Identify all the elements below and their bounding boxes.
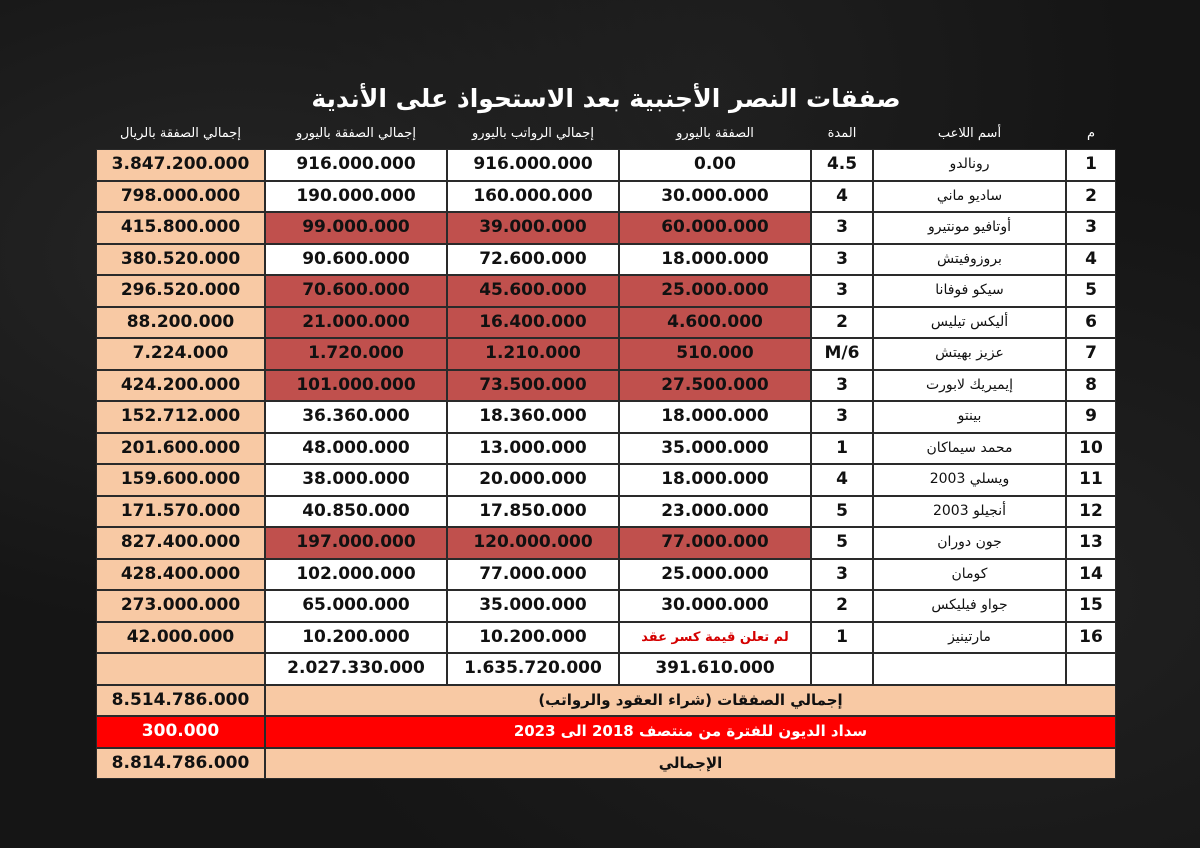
contract-duration: 4 [811, 181, 873, 213]
player-name: عزيز بهيتش [873, 338, 1066, 370]
contract-duration: 2 [811, 590, 873, 622]
player-name: جون دوران [873, 527, 1066, 559]
row-index: 15 [1066, 590, 1116, 622]
total-eur: 916.000.000 [265, 149, 447, 181]
salaries-eur: 39.000.000 [447, 212, 619, 244]
summary-row [96, 748, 1116, 780]
salaries-eur: 916.000.000 [447, 149, 619, 181]
total-sar: 201.600.000 [96, 433, 265, 465]
deal-eur: 60.000.000 [619, 212, 811, 244]
player-name: جواو فيليكس [873, 590, 1066, 622]
table-row [96, 338, 1116, 370]
total-eur: 21.000.000 [265, 307, 447, 339]
salaries-eur: 18.360.000 [447, 401, 619, 433]
header-total-eur: إجمالي الصفقة باليورو [296, 126, 416, 141]
total-eur: 36.360.000 [265, 401, 447, 433]
totals-duration-empty [811, 653, 873, 685]
total-sar: 3.847.200.000 [96, 149, 265, 181]
row-index: 5 [1066, 275, 1116, 307]
table-row [96, 212, 1116, 244]
salaries-eur: 72.600.000 [447, 244, 619, 276]
deal-eur: 25.000.000 [619, 275, 811, 307]
sum-deal-eur: 391.610.000 [619, 653, 811, 685]
sum-salaries-eur: 1.635.720.000 [447, 653, 619, 685]
summary-label: الإجمالي [265, 748, 1116, 780]
table-row [96, 590, 1116, 622]
deal-eur: 23.000.000 [619, 496, 811, 528]
deal-eur: 18.000.000 [619, 464, 811, 496]
player-name: أوتافيو مونتيرو [873, 212, 1066, 244]
totals-row [96, 653, 1116, 685]
row-index: 9 [1066, 401, 1116, 433]
table-row [96, 370, 1116, 402]
table-header [96, 121, 1116, 147]
total-eur: 1.720.000 [265, 338, 447, 370]
contract-duration: 2 [811, 307, 873, 339]
header-total-sar: إجمالي الصفقة بالريال [120, 126, 241, 141]
header-salaries-eur: إجمالي الرواتب باليورو [472, 126, 594, 141]
total-eur: 70.600.000 [265, 275, 447, 307]
table-row [96, 496, 1116, 528]
total-sar: 798.000.000 [96, 181, 265, 213]
total-sar: 88.200.000 [96, 307, 265, 339]
salaries-eur: 73.500.000 [447, 370, 619, 402]
contract-duration: 3 [811, 244, 873, 276]
table-row [96, 527, 1116, 559]
deal-eur: 0.00 [619, 149, 811, 181]
contract-duration: 5 [811, 496, 873, 528]
table-row [96, 181, 1116, 213]
summary-label: إجمالي الصفقات (شراء العقود والرواتب) [265, 685, 1116, 717]
total-eur: 90.600.000 [265, 244, 447, 276]
salaries-eur: 17.850.000 [447, 496, 619, 528]
total-sar: 380.520.000 [96, 244, 265, 276]
page-title: صفقات النصر الأجنبية بعد الاستحواذ على الأندية [311, 84, 901, 113]
salaries-eur: 77.000.000 [447, 559, 619, 591]
salaries-eur: 45.600.000 [447, 275, 619, 307]
header-deal-eur: الصفقة باليورو [676, 126, 754, 141]
sum-sar-empty [96, 653, 265, 685]
header-name: أسم اللاعب [937, 126, 1002, 141]
player-name: أليكس تيليس [873, 307, 1066, 339]
row-index: 7 [1066, 338, 1116, 370]
total-sar: 273.000.000 [96, 590, 265, 622]
summary-row [96, 716, 1116, 748]
total-eur: 38.000.000 [265, 464, 447, 496]
contract-duration: M/6 [811, 338, 873, 370]
total-sar: 428.400.000 [96, 559, 265, 591]
total-sar: 7.224.000 [96, 338, 265, 370]
summary-row [96, 685, 1116, 717]
salaries-eur: 35.000.000 [447, 590, 619, 622]
player-name: بينتو [873, 401, 1066, 433]
player-name: محمد سيماكان [873, 433, 1066, 465]
player-name: رونالدو [873, 149, 1066, 181]
deal-eur: 4.600.000 [619, 307, 811, 339]
player-name: كومان [873, 559, 1066, 591]
deal-eur: 77.000.000 [619, 527, 811, 559]
row-index: 16 [1066, 622, 1116, 654]
deal-eur: 30.000.000 [619, 590, 811, 622]
salaries-eur: 160.000.000 [447, 181, 619, 213]
contract-duration: 1 [811, 622, 873, 654]
totals-idx-empty [1066, 653, 1116, 685]
salaries-eur: 1.210.000 [447, 338, 619, 370]
table-row [96, 244, 1116, 276]
table-row [96, 433, 1116, 465]
row-index: 12 [1066, 496, 1116, 528]
row-index: 4 [1066, 244, 1116, 276]
contract-duration: 3 [811, 559, 873, 591]
contract-duration: 3 [811, 275, 873, 307]
table-row [96, 149, 1116, 181]
total-sar: 42.000.000 [96, 622, 265, 654]
deal-eur: 18.000.000 [619, 244, 811, 276]
summary-label: سداد الديون للفترة من منتصف 2018 الى 2023 [265, 716, 1116, 748]
salaries-eur: 13.000.000 [447, 433, 619, 465]
total-sar: 827.400.000 [96, 527, 265, 559]
row-index: 14 [1066, 559, 1116, 591]
totals-name-empty [873, 653, 1066, 685]
deal-eur: 35.000.000 [619, 433, 811, 465]
contract-duration: 3 [811, 370, 873, 402]
deal-eur: 25.000.000 [619, 559, 811, 591]
player-name: بروزوفيتش [873, 244, 1066, 276]
deal-eur: 27.500.000 [619, 370, 811, 402]
total-eur: 40.850.000 [265, 496, 447, 528]
player-name: ساديو ماني [873, 181, 1066, 213]
contract-duration: 5 [811, 527, 873, 559]
row-index: 8 [1066, 370, 1116, 402]
total-sar: 171.570.000 [96, 496, 265, 528]
contract-duration: 3 [811, 212, 873, 244]
total-eur: 99.000.000 [265, 212, 447, 244]
row-index: 2 [1066, 181, 1116, 213]
header-duration: المدة [827, 126, 857, 141]
row-index: 6 [1066, 307, 1116, 339]
salaries-eur: 120.000.000 [447, 527, 619, 559]
player-name: مارتينيز [873, 622, 1066, 654]
summary-value: 8.514.786.000 [96, 685, 265, 717]
salaries-eur: 16.400.000 [447, 307, 619, 339]
row-index: 3 [1066, 212, 1116, 244]
header-idx: م [1086, 126, 1096, 141]
sum-total-eur: 2.027.330.000 [265, 653, 447, 685]
deal-eur: لم تعلن قيمة كسر عقد [619, 622, 811, 654]
contract-duration: 4.5 [811, 149, 873, 181]
contract-duration: 3 [811, 401, 873, 433]
total-sar: 424.200.000 [96, 370, 265, 402]
summary-value: 8.814.786.000 [96, 748, 265, 780]
salaries-eur: 10.200.000 [447, 622, 619, 654]
total-eur: 101.000.000 [265, 370, 447, 402]
total-eur: 197.000.000 [265, 527, 447, 559]
table-row [96, 275, 1116, 307]
deal-eur: 510.000 [619, 338, 811, 370]
player-name: إيميريك لابورت [873, 370, 1066, 402]
table-row [96, 401, 1116, 433]
deals-table [96, 149, 1116, 779]
table-row [96, 559, 1116, 591]
player-name: سيكو فوفانا [873, 275, 1066, 307]
total-sar: 152.712.000 [96, 401, 265, 433]
deal-eur: 18.000.000 [619, 401, 811, 433]
total-eur: 65.000.000 [265, 590, 447, 622]
row-index: 13 [1066, 527, 1116, 559]
row-index: 10 [1066, 433, 1116, 465]
table-row [96, 464, 1116, 496]
total-sar: 415.800.000 [96, 212, 265, 244]
salaries-eur: 20.000.000 [447, 464, 619, 496]
contract-duration: 1 [811, 433, 873, 465]
total-eur: 102.000.000 [265, 559, 447, 591]
row-index: 11 [1066, 464, 1116, 496]
summary-value: 300.000 [96, 716, 265, 748]
player-name: ويسلي 2003 [873, 464, 1066, 496]
total-eur: 48.000.000 [265, 433, 447, 465]
deal-eur: 30.000.000 [619, 181, 811, 213]
player-name: أنجيلو 2003 [873, 496, 1066, 528]
table-row [96, 307, 1116, 339]
table-row [96, 622, 1116, 654]
total-eur: 190.000.000 [265, 181, 447, 213]
row-index: 1 [1066, 149, 1116, 181]
total-eur: 10.200.000 [265, 622, 447, 654]
total-sar: 296.520.000 [96, 275, 265, 307]
contract-duration: 4 [811, 464, 873, 496]
total-sar: 159.600.000 [96, 464, 265, 496]
